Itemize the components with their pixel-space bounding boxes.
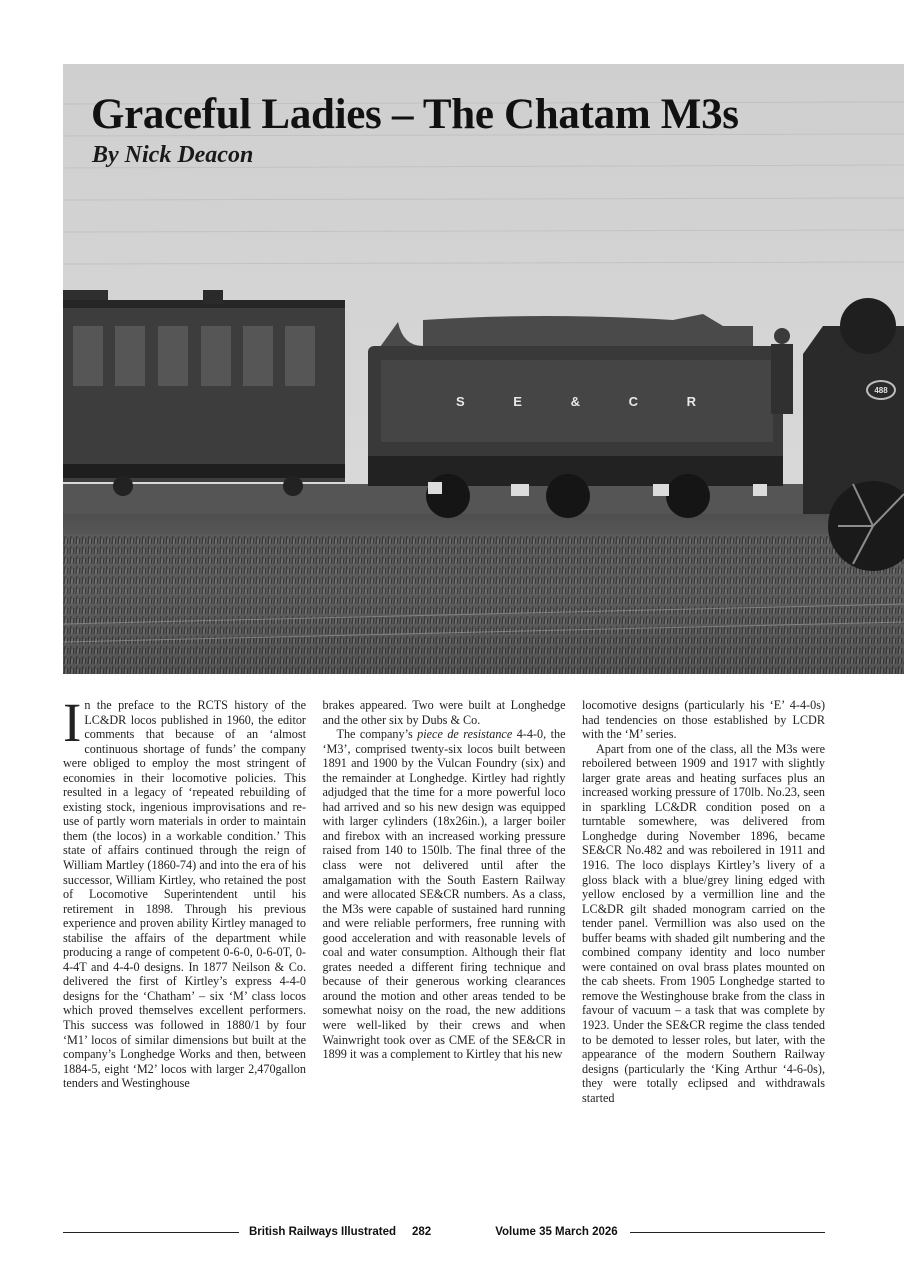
tender-letter: S	[456, 394, 465, 409]
paragraph: locomotive designs (particularly his ‘E’ 4-4-0s) had tendencies on those established by LCDR with the ‘M’ series.	[582, 698, 825, 742]
hero-photo	[63, 64, 904, 674]
paragraph: n the preface to the RCTS history of the LC&DR locos published in 1960, the editor comments that because of an ‘almost continuous shortage of funds’ the company were obliged to employ the most stringent of economies in their locomotive policies. This resulted in a legacy of ‘repeated rebuilding of existing stock, ingenious improvisations and re-use of partly worn materials in order to maintain them (the locos) in a workable condition.’ This state of affairs continued through the reign of William Martley (1860-74) and into the era of his successor, William Kirtley, who retained the post of Locomotive Superintendent until his retirement in 1898. Through his previous experience and proven ability Kirtley managed to stabilise the affairs of the department while producing a range of competent 0-6-0, 0-6-0T, 0-4-4T and 4-4-0 designs. In 1877 Neilson & Co. delivered the first of Kirtley’s express 4-4-0 designs for the ‘Chatham’ – six ‘M’ class locos which proved themselves excellent performers. This success was followed in 1880/1 by four ‘M1’ locos of similar dimensions but built at the company’s Longhedge Works and then, between 1884-5, eight ‘M2’ locos with larger 2,470gallon tenders and Westinghouse	[63, 698, 306, 1091]
paragraph	[323, 727, 566, 1062]
tender-letter: E	[513, 394, 522, 409]
text-column-2	[323, 698, 566, 1208]
footer-rule-right	[630, 1232, 825, 1233]
italic-phrase: piece de resistance	[417, 727, 513, 742]
paragraph: Apart from one of the class, all the M3s were reboilered between 1909 and 1917 with slightly larger grate areas and heating surfaces plus an increased working pressure of 170lb. No.23, seen in sparkling LC&DR condition posed on a turntable somewhere, was delivered from Longhedge during November 1896, became SE&CR No.482 and was reboilered in 1911 and 1916. The loco displays Kirtley’s livery of a gloss black with a blue/grey lining edged with yellow enclosed by a vermillion line and the LC&DR gilt shaded monogram carried on the tender panel. Vermillion was also used on the buffer beams with shaded gilt numbering and the combined company identity and loco number were contained on oval brass plates mounted on the cab sheets. From 1905 Longhedge started to remove the Westinghouse brake from the class in favour of vacuum – a task that was complete by 1923. Under the SE&CR regime the class tended to be demoted to lesser roles, but later, with the appearance of the modern Southern Railway designs (particularly the ‘King Arthur ‘4-6-0s), they were totally eclipsed and withdrawals started	[582, 741, 825, 1105]
tender-letter: &	[570, 394, 580, 409]
paragraph-rest: 4-4-0, the ‘M3’, comprised twenty-six locos built between 1891 and 1900 by the Vulcan Foundry (six) and the remainder at Longhedge. Kirtley had rightly adjudged that the time for a more powerful loco had arrived and so his new design was equipped with larger cylinders (18x26in.), a larger boiler and firebox with an increased working pressure raised from 140 to 150lb. The final three of the class were not delivered until after the amalgamation with the South Eastern Railway and were allocated SE&CR numbers. As a class, the M3s were capable of sustained hard running and were reliable performers, free running with good acceleration and with reasonable levels of coal and water consumption. Although their flat grates needed a different firing technique and because of their generous working clearances around the motion and other areas tended to be somewhat noisy on the road, the new additions were well-liked by their crews and when Wainwright took over as CME of the SE&CR in 1899 it was a complement to Kirtley that his new	[322, 727, 566, 1062]
drop-cap: I	[63, 698, 82, 753]
footer-page-number: 282	[412, 1226, 432, 1238]
tender-lettering	[456, 394, 696, 409]
article-title: Graceful Ladies – The Chatam M3s	[91, 91, 739, 138]
article-byline: By Nick Deacon	[92, 142, 254, 168]
loco-number-plate: 488	[866, 380, 896, 400]
footer-rule-left	[63, 1232, 239, 1233]
tender-letter: R	[686, 394, 696, 409]
carriage-shape	[63, 290, 345, 496]
footer-issue: Volume 35 March 2026	[495, 1226, 618, 1238]
paragraph: brakes appeared. Two were built at Longhedge and the other six by Dubs & Co.	[322, 698, 566, 727]
footer-publication: British Railways Illustrated	[249, 1226, 396, 1238]
page-footer	[63, 1223, 825, 1241]
tender-letter: C	[628, 394, 638, 409]
paragraph-start: The company’s	[336, 727, 418, 742]
text-column-3	[582, 698, 825, 1208]
text-column-1	[63, 698, 306, 1208]
article-body	[63, 698, 825, 1208]
